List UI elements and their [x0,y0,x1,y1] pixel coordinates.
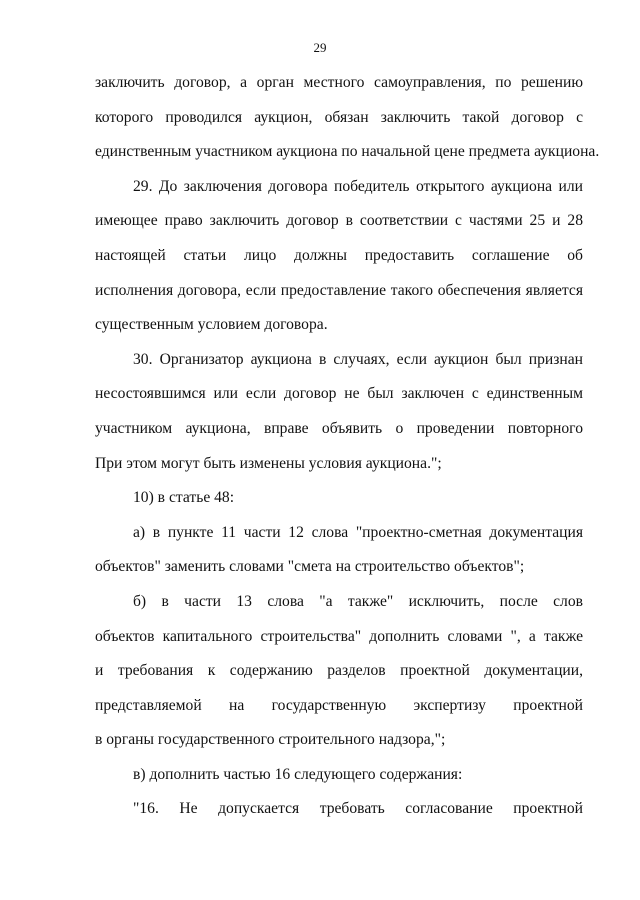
text-line: исполнения договора, если предоставление такого обеспечения является [95,281,583,299]
text-line: и требования к содержанию разделов проектной документации, [95,662,583,680]
text-line: 29. До заключения договора победитель открытого аукциона или [133,177,583,195]
text-line: При этом могут быть изменены условия аукциона."; [95,454,442,472]
text-line: несостоявшимся или если договор не был заключен с единственным [95,385,583,403]
text-line: объектов капитального строительства" дополнить словами ", а также [95,627,583,645]
text-line: участником аукциона, вправе объявить о проведении повторного [95,419,583,437]
text-line: 30. Организатор аукциона в случаях, если аукцион был признан [133,350,583,368]
text-line: настоящей статьи лицо должны предоставить соглашение об [95,246,583,264]
text-line: которого проводился аукцион, обязан заключить такой договор с [95,108,583,126]
text-line: единственным участником аукциона по начальной цене предмета аукциона. [95,143,600,161]
text-line: "16. Не допускается требовать согласование проектной [133,800,583,818]
text-line: в органы государственного строительного надзора,"; [95,731,446,749]
text-line: существенным условием договора. [95,316,328,334]
text-line: представляемой на государственную экспертизу проектной [95,696,583,714]
text-line: 10) в статье 48: [133,489,235,507]
page-number: 29 [313,40,327,55]
text-line: а) в пункте 11 части 12 слова "проектно-сметная документация [133,523,583,541]
text-line: б) в части 13 слова "а также" исключить, после слов [133,592,583,610]
text-line: имеющее право заключить договор в соответствии с частями 25 и 28 [95,212,583,230]
text-line: объектов" заменить словами "смета на строительство объектов"; [95,558,525,576]
text-line: в) дополнить частью 16 следующего содержания: [133,765,463,783]
document-body [95,66,600,827]
text-line: заключить договор, а орган местного самоуправления, по решению [95,74,583,91]
